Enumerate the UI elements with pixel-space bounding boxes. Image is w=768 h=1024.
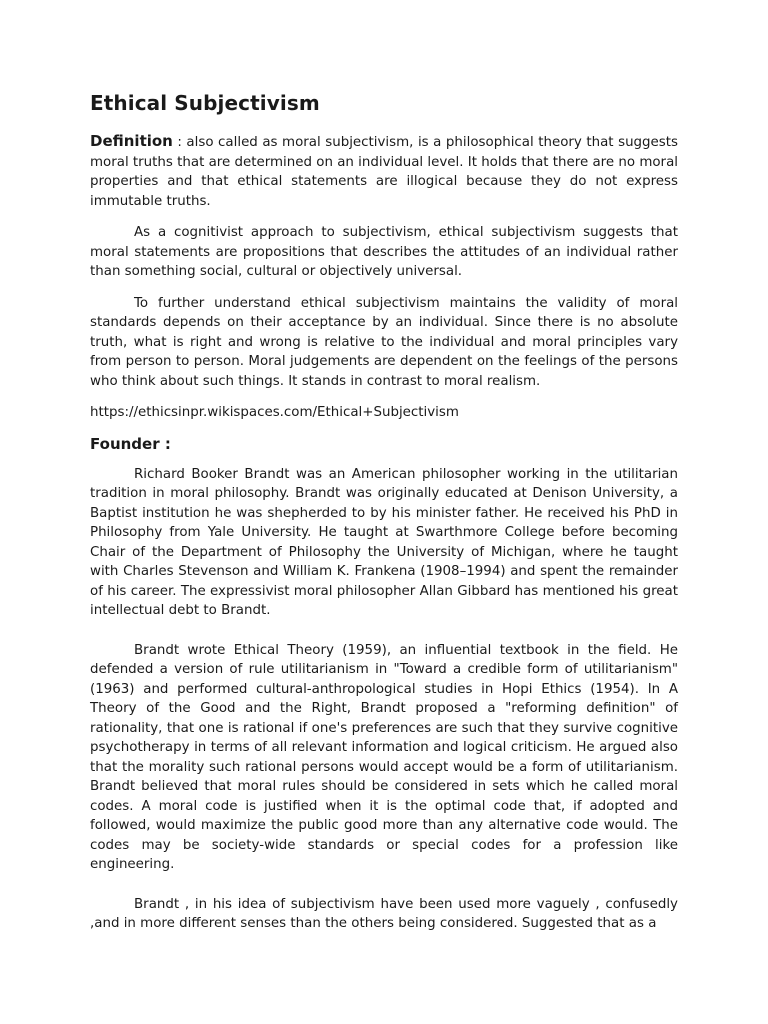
definition-text: : also called as moral subjectivism, is a philosophical theory that suggests moral truths that are determined on an individual level. It holds that there are no moral properties and that ethical statements are illogical because they do not express immutable truths.	[90, 135, 678, 209]
paragraph-further-understand: To further understand ethical subjectivism maintains the validity of moral standards depends on their acceptance by an individual. Since there is no absolute truth, what is right and wrong is relative to the individual and moral principles vary from person to person. Moral judgements are dependent on the feelings of the persons who think about such things. It stands in contrast to moral realism.	[90, 295, 678, 389]
document-page	[90, 88, 678, 946]
paragraph-brandt-subjectivism: Brandt , in his idea of subjectivism have been used more vaguely , confusedly ,and in more different senses than the others being considered. Suggested that as a	[90, 896, 678, 931]
source-url: https://ethicsinpr.wikispaces.com/Ethical+Subjectivism	[90, 405, 459, 420]
definition-term: Definition	[90, 132, 173, 150]
paragraph-cognitivist: As a cognitivist approach to subjectivism, ethical subjectivism suggests that moral statements are propositions that describes the attitudes of an individual rather than something social, cultural or objectively universal.	[90, 225, 678, 279]
founder-heading: Founder :	[90, 434, 171, 453]
paragraph-founder-bio: Richard Booker Brandt was an American philosopher working in the utilitarian tradition in moral philosophy. Brandt was originally educated at Denison University, a Baptist institution he was shepherded to by his minister father. He received his PhD in Philosophy from Yale University. He taught at Swarthmore College before becoming Chair of the Department of Philosophy the University of Michigan, where he taught with Charles Stevenson and William K. Frankena (1908–1994) and spent the remainder of his career. The expressivist moral philosopher Allan Gibbard has mentioned his great intellectual debt to Brandt.	[90, 466, 678, 618]
definition-paragraph	[90, 132, 678, 211]
paragraph-brandt-works: Brandt wrote Ethical Theory (1959), an influential textbook in the field. He defended a version of rule utilitarianism in "Toward a credible form of utilitarianism" (1963) and performed cultural-anthropological studies in Hopi Ethics (1954). In A Theory of the Good and the Right, Brandt proposed a "reforming definition" of rationality, that one is rational if one's preferences are such that they survive cognitive psychotherapy in terms of all relevant information and logical criticism. He argued also that the morality such rational persons would accept would be a form of utilitarianism. Brandt believed that moral rules should be considered in sets which he called moral codes. A moral code is justified when it is the optimal code that, if adopted and followed, would maximize the public good more than any alternative code would. The codes may be society-wide standards or special codes for a profession like engineering.	[90, 642, 678, 872]
document-title: Ethical Subjectivism	[90, 91, 320, 115]
